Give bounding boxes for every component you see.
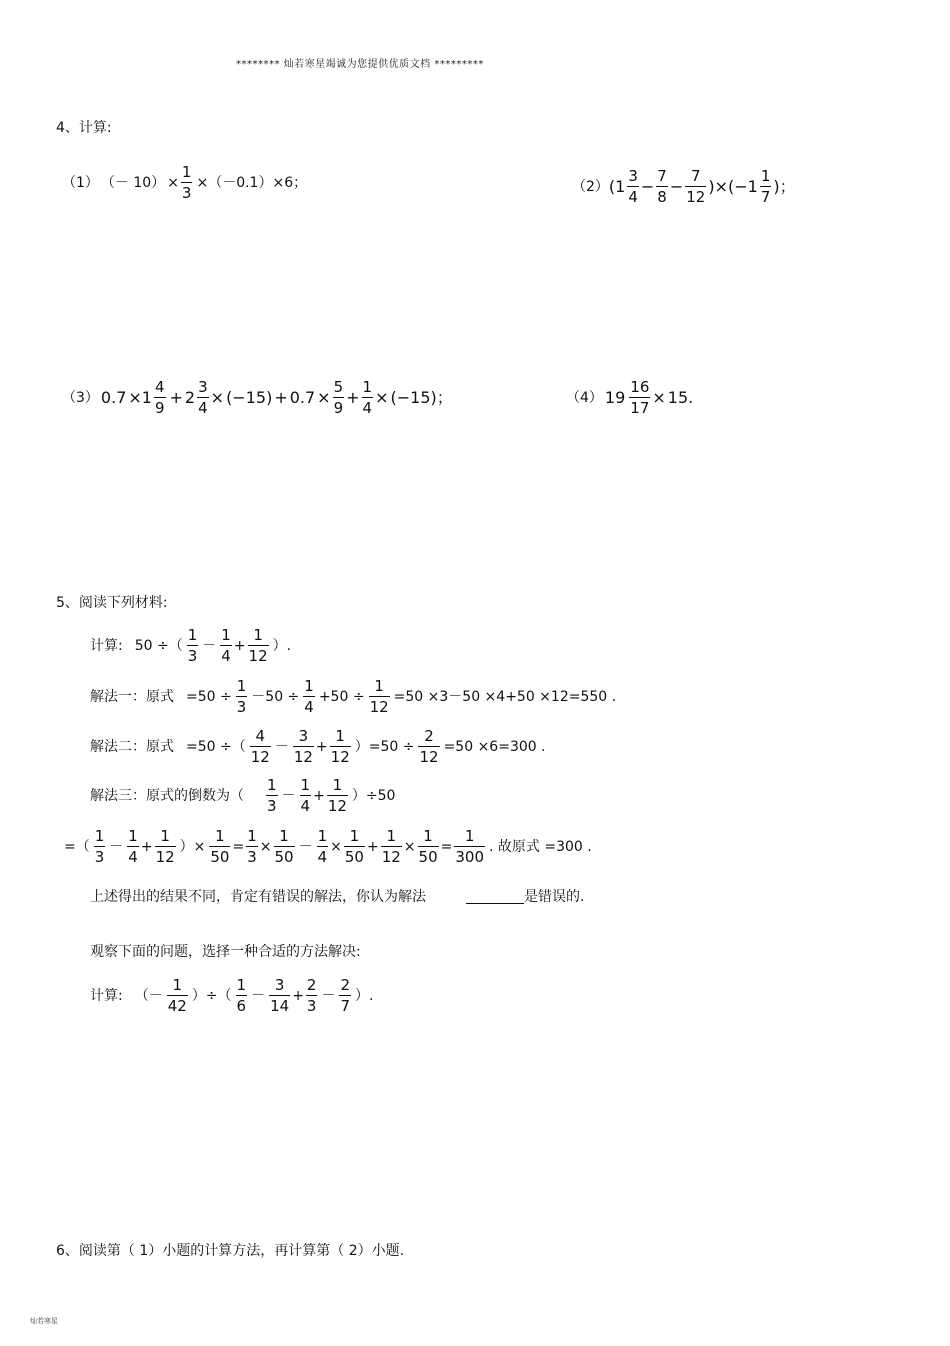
plus-sign: +: [233, 637, 246, 654]
expr-text: ）×: [179, 838, 206, 855]
answer-blank[interactable]: [466, 890, 524, 904]
fraction: $\frac{1}{3}$: [247, 827, 257, 866]
q5-method3-cont: [62, 827, 594, 866]
expr-text: ×（－0.1）×6；: [196, 174, 308, 191]
expr-text: （－: [134, 987, 163, 1004]
method-label: 解法一：原式: [90, 688, 174, 705]
q5-task: [90, 976, 375, 1015]
fraction: $\frac{3}{4}$: [198, 378, 208, 417]
fraction: $\frac{1}{3}$: [236, 677, 247, 716]
fraction: $\frac{1}{300}$: [455, 827, 484, 866]
fraction: $\frac{1}{3}$: [187, 626, 198, 665]
fraction: $\frac{1}{4}$: [362, 378, 373, 417]
plus-sign: +: [366, 838, 379, 855]
part-label: （4）: [566, 389, 603, 406]
fraction: $\frac{4}{9}$: [154, 378, 165, 417]
fraction: $\frac{7}{12}$: [686, 167, 706, 206]
expr-text: 0.7: [289, 387, 316, 407]
conclusion-text: 上述得出的结果不同，肯定有错误的解法，你认为解法: [90, 889, 426, 905]
minus-sign: －: [281, 787, 296, 804]
minus-sign: −: [669, 176, 684, 196]
expr-text: ）÷（: [191, 987, 232, 1004]
times-sign: ×: [403, 838, 416, 855]
q4-part4: [566, 378, 695, 417]
fraction: $\frac{1}{12}$: [381, 827, 401, 866]
fraction: $\frac{1}{3}$: [181, 163, 192, 202]
page-footer: 灿若寒星: [30, 1317, 58, 1325]
calc-label: 计算:: [90, 987, 123, 1004]
fraction: $\frac{1}{12}$: [369, 677, 389, 716]
times-sign: ×: [128, 387, 142, 407]
part-label: （3）: [62, 389, 99, 406]
times-sign: ×: [317, 387, 331, 407]
plus-sign: +: [169, 387, 183, 407]
expr-text: ）.: [272, 637, 292, 654]
fraction: $\frac{16}{17}$: [630, 378, 650, 417]
fraction: $\frac{1}{6}$: [236, 976, 247, 1015]
times-sign: ×: [259, 838, 272, 855]
expr-text: 19: [604, 387, 626, 407]
times-sign: ×: [375, 387, 389, 407]
expr-text: . 故原式 =300 .: [489, 838, 592, 855]
times-sign: ×: [210, 387, 225, 407]
plus-sign: +: [346, 387, 360, 407]
part-label: （2）: [572, 178, 609, 195]
fraction: $\frac{3}{12}$: [293, 727, 313, 766]
times-sign: ×: [330, 838, 342, 855]
fraction: $\frac{1}{12}$: [248, 626, 268, 665]
expr-text: )；: [773, 176, 796, 196]
expr-text: 15.: [667, 387, 694, 407]
method-label: 解法三：原式的倒数为（: [90, 787, 244, 804]
fraction: $\frac{2}{3}$: [306, 976, 317, 1015]
fraction: $\frac{7}{8}$: [657, 167, 667, 206]
plus-sign: +: [313, 787, 325, 804]
plus-sign: +: [315, 738, 328, 755]
fraction: $\frac{1}{3}$: [267, 776, 277, 815]
equals-sign: =: [440, 838, 453, 855]
expr-text: 0.7: [100, 387, 127, 407]
fraction: $\frac{1}{3}$: [94, 827, 105, 866]
expr-text: 50 ÷（: [134, 637, 183, 654]
expr-text: ）.: [355, 987, 374, 1004]
fraction: $\frac{1}{4}$: [304, 677, 314, 716]
expr-text: =50 ×6=300 .: [443, 738, 546, 755]
minus-sign: －: [321, 987, 336, 1004]
expr-text: ）÷50: [351, 787, 396, 804]
expr-text: (−1: [728, 176, 758, 196]
minus-sign: －: [109, 838, 124, 855]
expr-text: ）=50 ÷: [354, 738, 415, 755]
expr-text: =（: [64, 838, 90, 855]
part-label: （1）: [62, 174, 99, 191]
fraction: $\frac{1}{12}$: [327, 776, 347, 815]
plus-sign: +: [274, 387, 288, 407]
expr-text: －50 ÷: [251, 688, 300, 705]
fraction: $\frac{2}{12}$: [419, 727, 439, 766]
q5-method3: [90, 776, 397, 815]
expr-text: （－ 10）: [100, 174, 166, 191]
times-sign: ×: [714, 176, 728, 196]
fraction: $\frac{1}{50}$: [344, 827, 364, 866]
fraction: $\frac{1}{4}$: [221, 626, 231, 665]
expr-text: +50 ÷: [318, 688, 365, 705]
minus-sign: －: [298, 838, 313, 855]
fraction: $\frac{3}{14}$: [270, 976, 290, 1015]
fraction: $\frac{1}{12}$: [155, 827, 175, 866]
plus-sign: +: [140, 838, 153, 855]
q4-part1: [62, 163, 309, 202]
page-header: ******** 灿若寒星竭诚为您提供优质文档 *********: [236, 59, 484, 70]
expr-text: 1: [141, 387, 152, 407]
method-label: 解法二：原式: [90, 738, 174, 755]
plus-sign: +: [292, 987, 304, 1004]
times-sign: ×: [167, 174, 179, 191]
fraction: $\frac{2}{7}$: [340, 976, 351, 1015]
q6-title: 6、阅读第（ 1）小题的计算方法，再计算第（ 2）小题.: [56, 1243, 405, 1259]
q5-observe: 观察下面的问题，选择一种合适的方法解决:: [90, 944, 361, 960]
fraction: $\frac{3}{4}$: [628, 167, 638, 206]
fraction: $\frac{1}{12}$: [330, 727, 350, 766]
expr-text: =50 ×3－50 ×4+50 ×12=550 .: [393, 688, 617, 705]
fraction: $\frac{5}{9}$: [333, 378, 344, 417]
q5-method1: [90, 677, 618, 716]
fraction: $\frac{1}{50}$: [274, 827, 294, 866]
expr-text: (1: [608, 176, 626, 196]
times-sign: ×: [652, 387, 666, 407]
expr-text: 2: [184, 387, 196, 407]
q5-title: 5、阅读下列材料:: [56, 595, 168, 611]
fraction: $\frac{1}{42}$: [167, 976, 187, 1015]
minus-sign: －: [251, 987, 266, 1004]
equals-sign: =: [232, 838, 245, 855]
q4-part3: [62, 378, 455, 417]
q5-calc: [90, 626, 293, 665]
expr-text: (−15)；: [390, 387, 453, 407]
fraction: $\frac{1}{4}$: [128, 827, 138, 866]
minus-sign: −: [640, 176, 655, 196]
fraction: $\frac{1}{7}$: [760, 167, 771, 206]
fraction: $\frac{1}{50}$: [418, 827, 438, 866]
fraction: $\frac{4}{12}$: [250, 727, 270, 766]
expr-text: ): [708, 176, 715, 196]
expr-text: =50 ÷: [186, 688, 232, 705]
fraction: $\frac{1}{4}$: [317, 827, 328, 866]
conclusion-text-end: 是错误的.: [524, 889, 585, 905]
expr-text: (−15): [226, 387, 273, 407]
fraction: $\frac{1}{50}$: [210, 827, 230, 866]
minus-sign: －: [202, 637, 217, 654]
q5-method2: [90, 727, 548, 766]
minus-sign: －: [274, 738, 289, 755]
q4-title: 4、计算:: [56, 120, 112, 136]
expr-text: =50 ÷（: [186, 738, 246, 755]
q4-part2: [572, 167, 796, 206]
q5-conclusion: [90, 890, 584, 904]
fraction: $\frac{1}{4}$: [300, 776, 311, 815]
calc-label: 计算:: [90, 637, 123, 654]
